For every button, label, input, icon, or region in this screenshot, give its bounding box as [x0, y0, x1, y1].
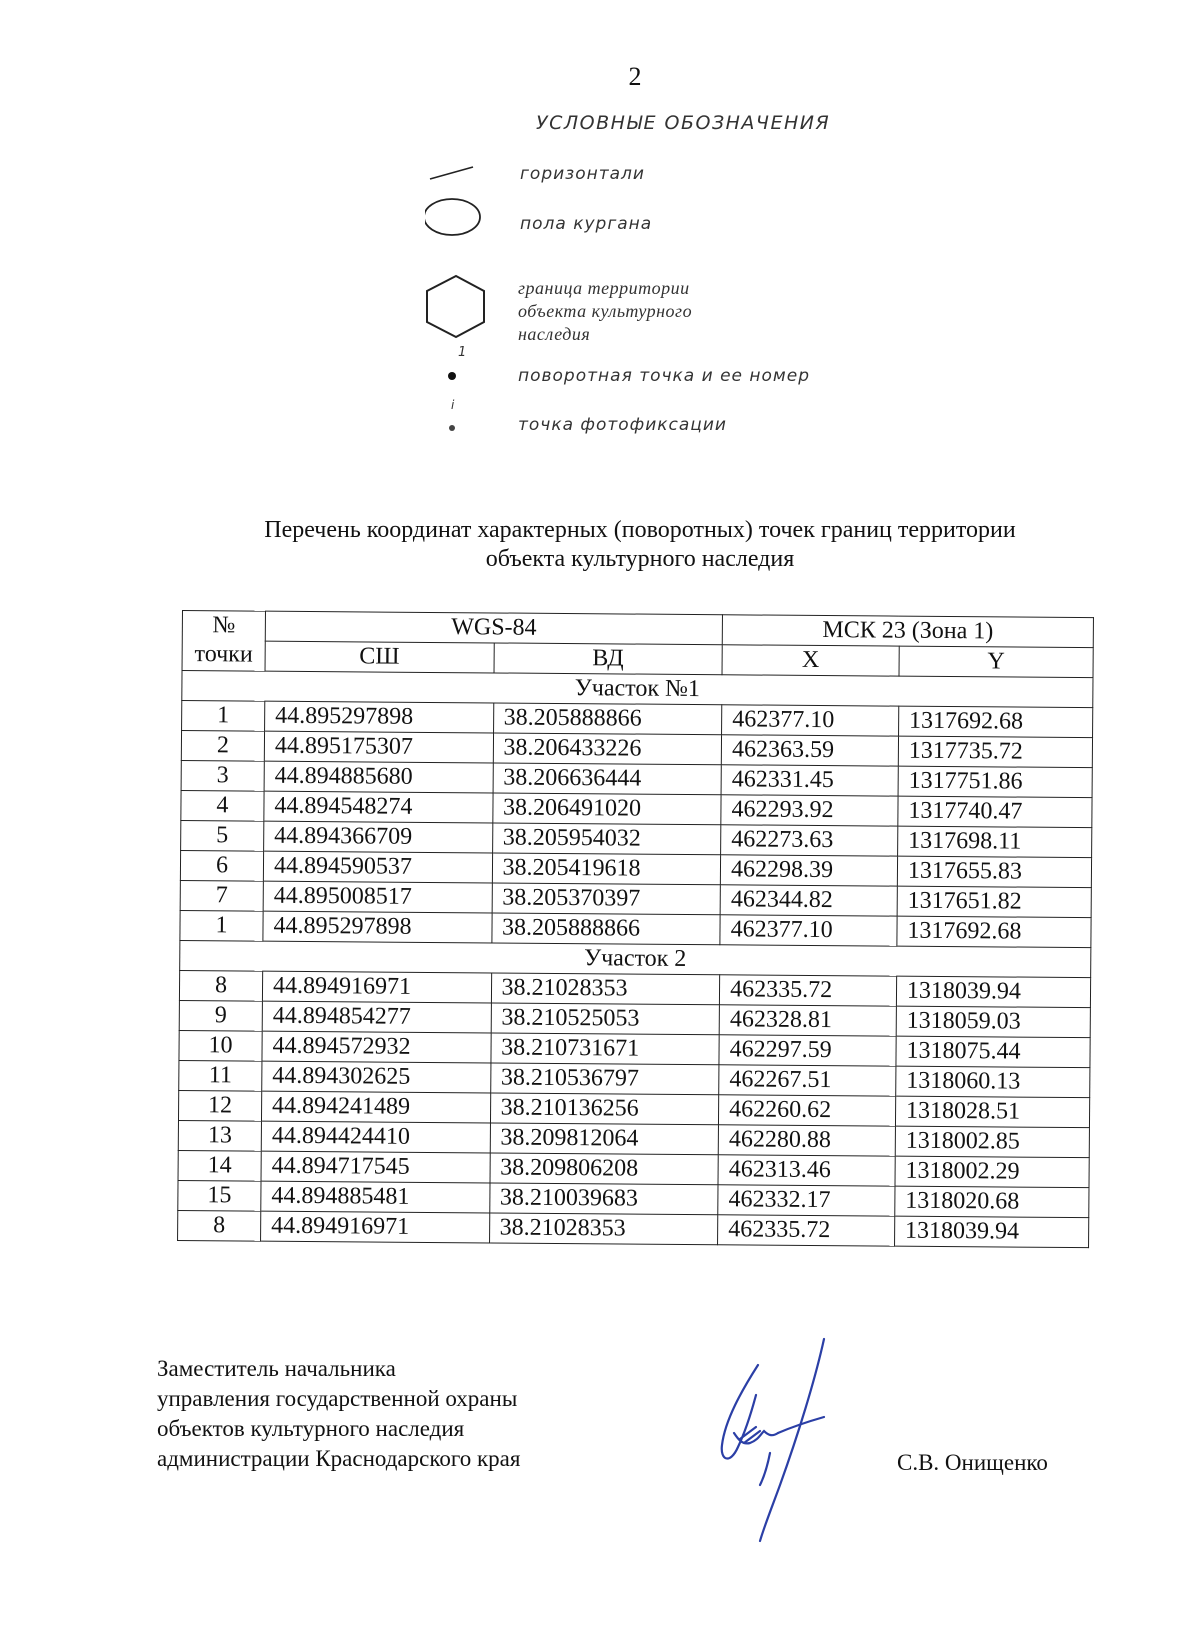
longitude-cell: 38.206491020: [492, 793, 721, 825]
latitude-cell: 44.894717545: [261, 1151, 490, 1183]
y-cell: 1318039.94: [896, 976, 1090, 1008]
x-cell: 462280.88: [718, 1125, 895, 1156]
y-cell: 1318060.13: [896, 1066, 1090, 1098]
legend-label-turning-point: поворотная точка и ее номер: [518, 366, 810, 386]
longitude-cell: 38.210536797: [490, 1063, 719, 1095]
longitude-cell: 38.206636444: [493, 763, 722, 795]
x-cell: 462363.59: [721, 735, 898, 766]
latitude-cell: 44.895297898: [265, 701, 494, 733]
legend-boundary-line: наследия: [518, 324, 591, 344]
y-cell: 1317751.86: [898, 766, 1092, 798]
longitude-cell: 38.205888866: [491, 913, 720, 945]
header-msk23: МСК 23 (Зона 1): [722, 615, 1093, 648]
y-cell: 1318028.51: [895, 1096, 1089, 1128]
table-title: [150, 516, 1130, 574]
legend-marker-number: 1: [458, 345, 468, 360]
legend-label-contour: горизонтали: [520, 164, 645, 184]
signer-position-line: администрации Краснодарского края: [157, 1446, 521, 1471]
y-cell: 1317692.68: [897, 916, 1091, 948]
latitude-cell: 44.895008517: [263, 881, 492, 913]
signer-position-line: объектов культурного наследия: [157, 1416, 465, 1441]
header-no-label: точки: [194, 641, 253, 668]
point-number-cell: 6: [180, 850, 263, 881]
point-number-cell: 1: [182, 701, 265, 732]
x-cell: 462313.46: [718, 1155, 895, 1186]
latitude-cell: 44.894366709: [264, 821, 493, 853]
point-number-cell: 5: [181, 820, 264, 851]
signer-name: С.В. Онищенко: [897, 1450, 1048, 1475]
contour-line-icon: [430, 167, 473, 179]
longitude-cell: 38.210039683: [489, 1183, 718, 1215]
section-title: Участок 2: [180, 940, 1091, 977]
longitude-cell: 38.210136256: [490, 1093, 719, 1125]
point-number-cell: 7: [180, 880, 263, 911]
x-cell: 462267.51: [719, 1065, 896, 1096]
page-number: 2: [628, 62, 642, 91]
longitude-cell: 38.205370397: [492, 883, 721, 915]
point-number-cell: 9: [179, 1000, 262, 1031]
section-title: Участок №1: [182, 671, 1093, 708]
y-cell: 1318075.44: [896, 1036, 1090, 1068]
y-cell: 1317651.82: [897, 886, 1091, 918]
latitude-cell: 44.894302625: [262, 1061, 491, 1093]
signer-position-line: управления государственной охраны: [157, 1386, 518, 1411]
y-cell: 1318020.68: [895, 1186, 1089, 1218]
y-cell: 1317735.72: [898, 736, 1092, 768]
y-cell: 1317740.47: [898, 796, 1092, 828]
longitude-cell: 38.210525053: [491, 1003, 720, 1035]
header-no-symbol: №: [212, 612, 236, 639]
x-cell: 462293.92: [721, 795, 898, 826]
point-number-cell: 15: [178, 1180, 261, 1211]
legend-label-mound: пола кургана: [520, 214, 653, 234]
x-cell: 462298.39: [720, 855, 897, 886]
table-title-line: объекта культурного наследия: [485, 546, 795, 572]
header-point-number: [182, 611, 265, 672]
legend-label-boundary: [518, 277, 692, 346]
header-y: Y: [899, 646, 1093, 678]
latitude-cell: 44.894885680: [264, 761, 493, 793]
header-wgs84: WGS-84: [265, 611, 722, 645]
longitude-cell: 38.210731671: [491, 1033, 720, 1065]
point-number-cell: 11: [179, 1060, 262, 1091]
longitude-cell: 38.205954032: [492, 823, 721, 855]
x-cell: 462377.10: [720, 915, 897, 946]
x-cell: 462344.82: [720, 885, 897, 916]
point-number-cell: 4: [181, 790, 264, 821]
latitude-cell: 44.895175307: [264, 731, 493, 763]
y-cell: 1317698.11: [898, 826, 1092, 858]
x-cell: 462328.81: [719, 1005, 896, 1036]
x-cell: 462260.62: [719, 1095, 896, 1126]
x-cell: 462297.59: [719, 1035, 896, 1066]
longitude-cell: 38.209806208: [490, 1153, 719, 1185]
legend-symbols: [425, 160, 505, 450]
signer-position-line: Заместитель начальника: [157, 1356, 396, 1381]
coordinates-table: [177, 610, 1094, 1248]
longitude-cell: 38.21028353: [489, 1213, 718, 1245]
signer-position: [157, 1354, 520, 1474]
header-x: X: [722, 645, 899, 676]
x-cell: 462332.17: [718, 1185, 895, 1216]
latitude-cell: 44.894590537: [263, 851, 492, 883]
y-cell: 1318039.94: [894, 1216, 1088, 1248]
point-number-cell: 14: [178, 1150, 261, 1181]
hexagon-icon: [427, 276, 484, 337]
longitude-cell: 38.206433226: [493, 733, 722, 765]
point-number-cell: 8: [179, 970, 262, 1001]
longitude-cell: 38.205888866: [493, 703, 722, 735]
header-longitude: ВД: [494, 643, 723, 675]
latitude-cell: 44.894854277: [262, 1001, 491, 1033]
y-cell: 1318002.85: [895, 1126, 1089, 1158]
x-cell: 462331.45: [721, 765, 898, 796]
y-cell: 1318002.29: [895, 1156, 1089, 1188]
legend-boundary-line: объекта культурного: [518, 301, 693, 321]
ellipse-icon: [425, 199, 480, 235]
x-cell: 462335.72: [720, 975, 897, 1006]
turning-point-icon: [448, 372, 456, 380]
x-cell: 462377.10: [722, 705, 899, 736]
longitude-cell: 38.209812064: [490, 1123, 719, 1155]
legend-label-photo-point: точка фотофиксации: [518, 415, 727, 435]
point-number-cell: 8: [178, 1210, 261, 1241]
latitude-cell: 44.894916971: [261, 1211, 490, 1243]
latitude-cell: 44.894916971: [262, 971, 491, 1003]
header-latitude: СШ: [265, 641, 494, 673]
photo-point-icon: [449, 425, 455, 431]
latitude-cell: 44.894572932: [262, 1031, 491, 1063]
y-cell: 1318059.03: [896, 1006, 1090, 1038]
point-number-cell: 13: [178, 1120, 261, 1151]
table-title-line: Перечень координат характерных (поворотных) точек границ территории: [264, 517, 1016, 543]
latitude-cell: 44.894885481: [261, 1181, 490, 1213]
point-number-cell: 1: [180, 910, 263, 941]
x-cell: 462335.72: [718, 1215, 895, 1246]
latitude-cell: 44.895297898: [263, 911, 492, 943]
latitude-cell: 44.894548274: [264, 791, 493, 823]
handwritten-signature: [720, 1335, 840, 1545]
longitude-cell: 38.21028353: [491, 973, 720, 1005]
point-number-cell: 2: [181, 731, 264, 762]
y-cell: 1317655.83: [897, 856, 1091, 888]
legend-title: УСЛОВНЫЕ ОБОЗНАЧЕНИЯ: [536, 112, 831, 134]
y-cell: 1317692.68: [898, 706, 1092, 738]
latitude-cell: 44.894241489: [261, 1091, 490, 1123]
longitude-cell: 38.205419618: [492, 853, 721, 885]
legend-boundary-line: граница территории: [518, 278, 690, 298]
point-number-cell: 10: [179, 1030, 262, 1061]
legend-marker-photo: i: [451, 398, 456, 412]
point-number-cell: 3: [181, 760, 264, 791]
latitude-cell: 44.894424410: [261, 1121, 490, 1153]
point-number-cell: 12: [178, 1090, 261, 1121]
x-cell: 462273.63: [721, 825, 898, 856]
